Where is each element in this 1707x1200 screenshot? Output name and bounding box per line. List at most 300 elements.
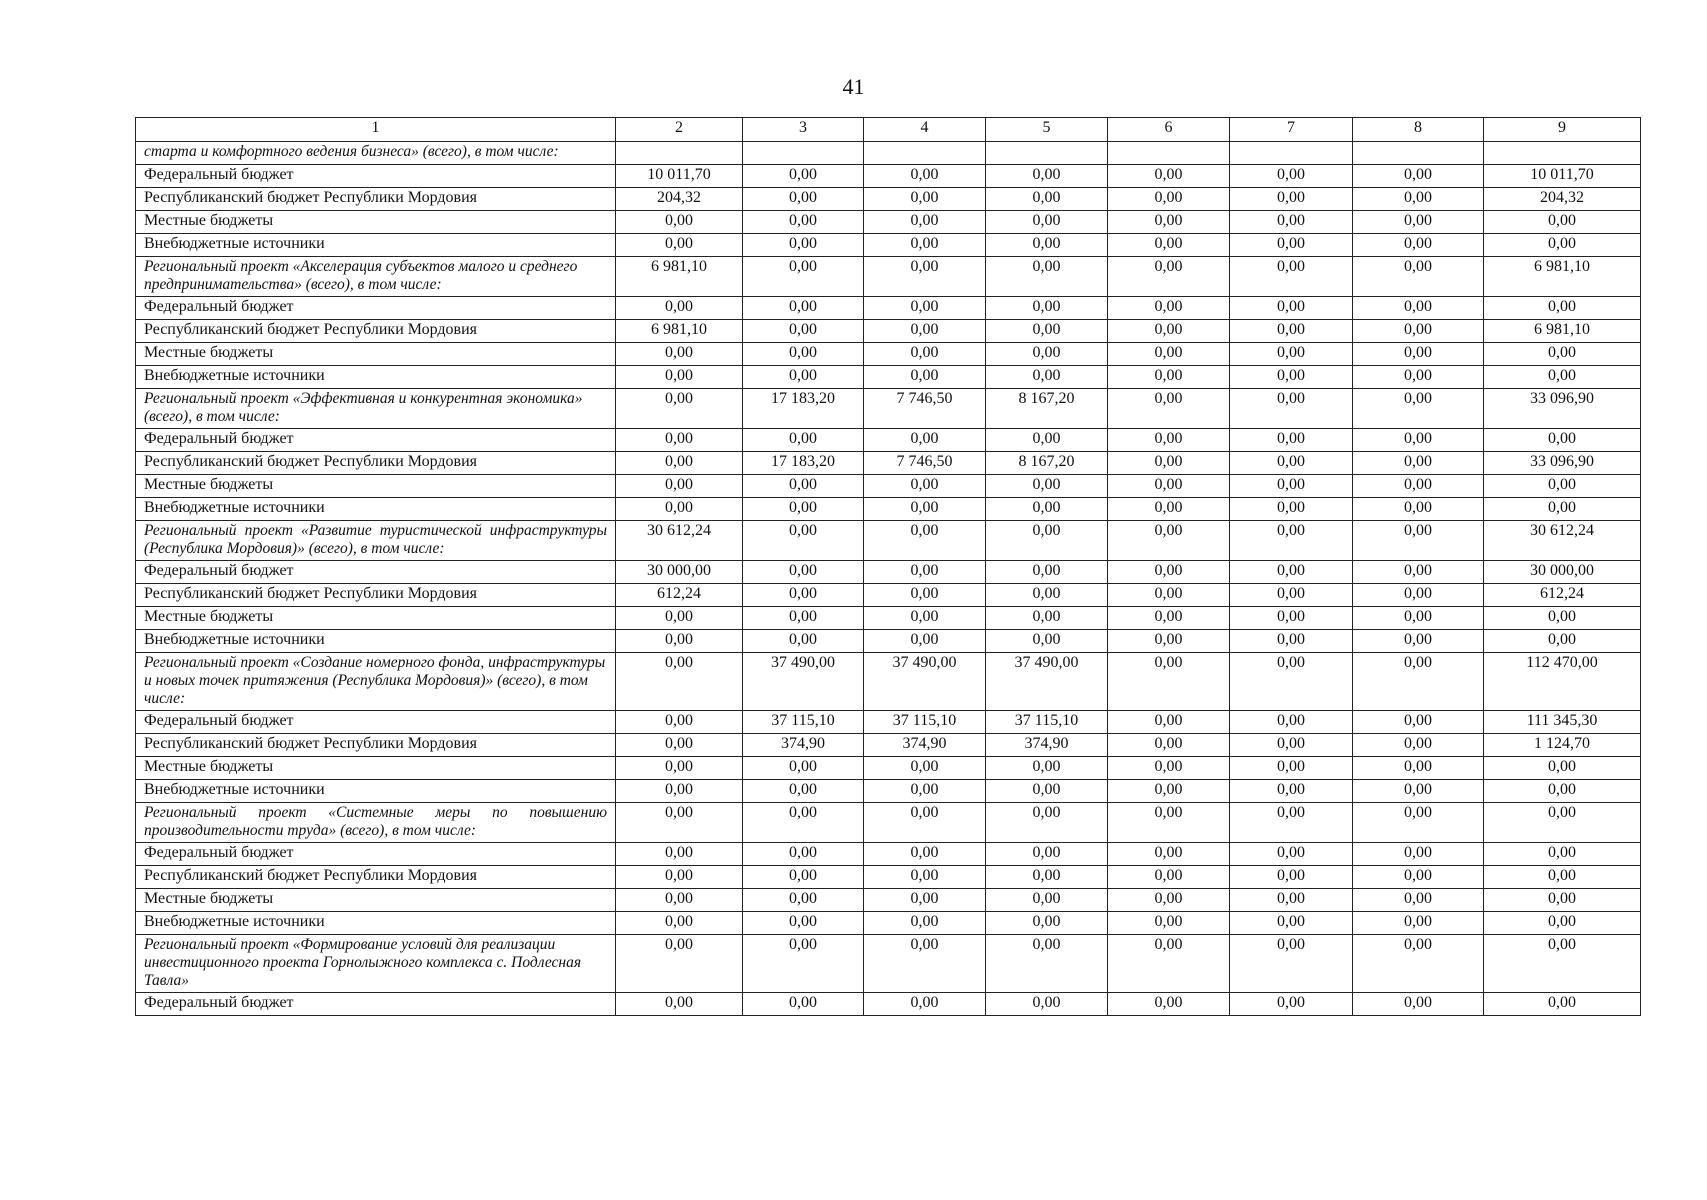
budget-line-row — [136, 452, 1641, 475]
value-cell: 0,00 — [1353, 165, 1484, 188]
value-cell: 10 011,70 — [1484, 165, 1641, 188]
value-cell: 0,00 — [1108, 234, 1230, 257]
column-header: 6 — [1108, 118, 1230, 142]
row-label: Республиканский бюджет Республики Мордовия — [136, 452, 616, 475]
value-cell: 0,00 — [616, 912, 743, 935]
column-header: 7 — [1230, 118, 1353, 142]
value-cell: 0,00 — [1108, 452, 1230, 475]
column-header: 3 — [743, 118, 864, 142]
value-cell: 0,00 — [616, 630, 743, 653]
value-cell: 0,00 — [864, 429, 986, 452]
value-cell: 0,00 — [616, 803, 743, 843]
value-cell: 0,00 — [616, 993, 743, 1016]
value-cell: 0,00 — [986, 889, 1108, 912]
column-header: 9 — [1484, 118, 1641, 142]
value-cell: 0,00 — [1108, 993, 1230, 1016]
budget-line-row — [136, 584, 1641, 607]
value-cell: 0,00 — [743, 521, 864, 561]
value-cell: 0,00 — [1230, 366, 1353, 389]
value-cell: 1 124,70 — [1484, 734, 1641, 757]
value-cell: 0,00 — [1108, 912, 1230, 935]
value-cell: 0,00 — [616, 780, 743, 803]
value-cell: 0,00 — [864, 780, 986, 803]
value-cell: 0,00 — [1108, 561, 1230, 584]
value-cell: 17 183,20 — [743, 389, 864, 429]
value-cell: 0,00 — [616, 734, 743, 757]
value-cell: 0,00 — [616, 475, 743, 498]
value-cell — [1484, 142, 1641, 165]
value-cell: 0,00 — [743, 889, 864, 912]
row-label: Федеральный бюджет — [136, 561, 616, 584]
value-cell: 0,00 — [1484, 780, 1641, 803]
budget-line-row — [136, 734, 1641, 757]
value-cell: 0,00 — [743, 429, 864, 452]
value-cell: 0,00 — [743, 630, 864, 653]
value-cell: 111 345,30 — [1484, 711, 1641, 734]
value-cell: 0,00 — [986, 993, 1108, 1016]
value-cell: 0,00 — [986, 165, 1108, 188]
value-cell: 0,00 — [1230, 757, 1353, 780]
value-cell: 0,00 — [743, 561, 864, 584]
value-cell: 0,00 — [1108, 211, 1230, 234]
row-label: старта и комфортного ведения бизнеса» (всего), в том числе: — [136, 142, 616, 165]
value-cell: 0,00 — [1230, 211, 1353, 234]
value-cell: 0,00 — [616, 889, 743, 912]
value-cell: 0,00 — [986, 757, 1108, 780]
value-cell: 0,00 — [1108, 780, 1230, 803]
value-cell — [1353, 142, 1484, 165]
value-cell: 0,00 — [1230, 561, 1353, 584]
value-cell: 0,00 — [986, 630, 1108, 653]
row-label: Внебюджетные источники — [136, 366, 616, 389]
budget-line-row — [136, 912, 1641, 935]
value-cell: 0,00 — [616, 498, 743, 521]
value-cell: 612,24 — [616, 584, 743, 607]
value-cell: 374,90 — [864, 734, 986, 757]
value-cell: 0,00 — [743, 935, 864, 993]
value-cell: 0,00 — [743, 912, 864, 935]
value-cell: 0,00 — [986, 912, 1108, 935]
value-cell: 0,00 — [1230, 389, 1353, 429]
value-cell: 0,00 — [864, 521, 986, 561]
value-cell: 612,24 — [1484, 584, 1641, 607]
value-cell: 0,00 — [1230, 584, 1353, 607]
value-cell: 0,00 — [986, 521, 1108, 561]
value-cell: 0,00 — [1230, 889, 1353, 912]
value-cell: 0,00 — [1230, 866, 1353, 889]
value-cell: 0,00 — [1353, 343, 1484, 366]
value-cell: 6 981,10 — [616, 320, 743, 343]
value-cell: 6 981,10 — [1484, 257, 1641, 297]
value-cell: 0,00 — [986, 429, 1108, 452]
value-cell: 0,00 — [1484, 366, 1641, 389]
value-cell: 0,00 — [864, 607, 986, 630]
value-cell: 0,00 — [1353, 234, 1484, 257]
row-label: Федеральный бюджет — [136, 165, 616, 188]
budget-line-row — [136, 561, 1641, 584]
value-cell: 0,00 — [864, 257, 986, 297]
value-cell: 8 167,20 — [986, 452, 1108, 475]
value-cell: 0,00 — [743, 297, 864, 320]
value-cell: 0,00 — [743, 257, 864, 297]
value-cell: 0,00 — [743, 366, 864, 389]
value-cell: 0,00 — [1353, 866, 1484, 889]
value-cell: 0,00 — [616, 366, 743, 389]
value-cell: 0,00 — [1484, 843, 1641, 866]
value-cell: 0,00 — [743, 343, 864, 366]
value-cell: 0,00 — [1353, 452, 1484, 475]
value-cell: 0,00 — [1353, 211, 1484, 234]
value-cell: 0,00 — [616, 607, 743, 630]
value-cell: 30 000,00 — [616, 561, 743, 584]
value-cell: 0,00 — [864, 889, 986, 912]
value-cell: 0,00 — [1230, 452, 1353, 475]
value-cell: 6 981,10 — [616, 257, 743, 297]
row-label: Республиканский бюджет Республики Мордовия — [136, 188, 616, 211]
value-cell: 0,00 — [986, 320, 1108, 343]
value-cell: 0,00 — [1484, 993, 1641, 1016]
row-label: Республиканский бюджет Республики Мордовия — [136, 866, 616, 889]
value-cell — [1230, 142, 1353, 165]
value-cell: 0,00 — [1353, 475, 1484, 498]
value-cell: 0,00 — [743, 843, 864, 866]
value-cell: 0,00 — [616, 711, 743, 734]
budget-line-row — [136, 498, 1641, 521]
value-cell: 0,00 — [1230, 711, 1353, 734]
value-cell: 0,00 — [743, 188, 864, 211]
value-cell: 37 490,00 — [986, 653, 1108, 711]
value-cell: 0,00 — [616, 211, 743, 234]
value-cell: 0,00 — [986, 234, 1108, 257]
value-cell: 0,00 — [864, 343, 986, 366]
project-row — [136, 257, 1641, 297]
value-cell: 0,00 — [1230, 257, 1353, 297]
value-cell: 0,00 — [743, 780, 864, 803]
value-cell: 0,00 — [1353, 993, 1484, 1016]
value-cell: 0,00 — [1484, 429, 1641, 452]
value-cell: 30 612,24 — [616, 521, 743, 561]
value-cell: 0,00 — [743, 993, 864, 1016]
value-cell: 0,00 — [1108, 475, 1230, 498]
budget-line-row — [136, 343, 1641, 366]
value-cell: 0,00 — [1230, 343, 1353, 366]
value-cell: 37 490,00 — [743, 653, 864, 711]
row-label: Местные бюджеты — [136, 757, 616, 780]
row-label: Федеральный бюджет — [136, 711, 616, 734]
value-cell: 374,90 — [743, 734, 864, 757]
value-cell: 37 115,10 — [864, 711, 986, 734]
row-label: Внебюджетные источники — [136, 780, 616, 803]
value-cell: 0,00 — [1108, 366, 1230, 389]
project-row — [136, 653, 1641, 711]
value-cell: 0,00 — [616, 429, 743, 452]
value-cell: 0,00 — [864, 866, 986, 889]
value-cell: 0,00 — [743, 320, 864, 343]
value-cell: 0,00 — [986, 584, 1108, 607]
budget-line-row — [136, 607, 1641, 630]
row-label: Региональный проект «Создание номерного фонда, инфраструктуры и новых точек притяжения (Республика Мордовия)» (всего), в том числе: — [136, 653, 616, 711]
value-cell: 112 470,00 — [1484, 653, 1641, 711]
value-cell: 33 096,90 — [1484, 389, 1641, 429]
value-cell: 0,00 — [1230, 234, 1353, 257]
value-cell: 0,00 — [864, 561, 986, 584]
value-cell: 8 167,20 — [986, 389, 1108, 429]
column-header: 2 — [616, 118, 743, 142]
value-cell: 0,00 — [1108, 188, 1230, 211]
row-label: Местные бюджеты — [136, 607, 616, 630]
column-header: 4 — [864, 118, 986, 142]
value-cell: 0,00 — [743, 475, 864, 498]
row-label: Внебюджетные источники — [136, 234, 616, 257]
value-cell: 0,00 — [986, 561, 1108, 584]
value-cell: 0,00 — [1230, 803, 1353, 843]
value-cell: 7 746,50 — [864, 389, 986, 429]
row-label: Республиканский бюджет Республики Мордовия — [136, 734, 616, 757]
value-cell: 0,00 — [1108, 843, 1230, 866]
value-cell: 0,00 — [616, 653, 743, 711]
value-cell: 0,00 — [1484, 343, 1641, 366]
row-label: Федеральный бюджет — [136, 843, 616, 866]
project-row — [136, 389, 1641, 429]
value-cell: 0,00 — [864, 165, 986, 188]
value-cell: 0,00 — [1108, 389, 1230, 429]
row-label: Региональный проект «Акселерация субъектов малого и среднего предпринимательства» (всего), в том числе: — [136, 257, 616, 297]
budget-line-row — [136, 711, 1641, 734]
row-label: Федеральный бюджет — [136, 297, 616, 320]
value-cell: 0,00 — [1353, 429, 1484, 452]
value-cell: 0,00 — [1353, 780, 1484, 803]
value-cell: 0,00 — [1484, 630, 1641, 653]
value-cell: 0,00 — [986, 297, 1108, 320]
value-cell: 33 096,90 — [1484, 452, 1641, 475]
value-cell: 0,00 — [864, 935, 986, 993]
value-cell: 0,00 — [1230, 498, 1353, 521]
budget-line-row — [136, 630, 1641, 653]
value-cell: 0,00 — [1353, 297, 1484, 320]
budget-line-row — [136, 366, 1641, 389]
value-cell: 0,00 — [1230, 165, 1353, 188]
value-cell: 0,00 — [864, 366, 986, 389]
row-label: Региональный проект «Формирование условий для реализации инвестиционного проекта Горнолыжного комплекса с. Подлесная Тавла» — [136, 935, 616, 993]
row-label: Местные бюджеты — [136, 889, 616, 912]
value-cell: 0,00 — [1230, 188, 1353, 211]
value-cell: 0,00 — [1353, 188, 1484, 211]
row-label: Внебюджетные источники — [136, 498, 616, 521]
budget-line-row — [136, 780, 1641, 803]
value-cell: 0,00 — [1230, 935, 1353, 993]
budget-line-row — [136, 188, 1641, 211]
row-label: Местные бюджеты — [136, 343, 616, 366]
value-cell: 0,00 — [986, 866, 1108, 889]
value-cell: 374,90 — [986, 734, 1108, 757]
value-cell — [743, 142, 864, 165]
value-cell: 0,00 — [1353, 366, 1484, 389]
row-label: Внебюджетные источники — [136, 630, 616, 653]
value-cell: 0,00 — [1353, 630, 1484, 653]
value-cell: 0,00 — [1353, 584, 1484, 607]
value-cell: 0,00 — [1353, 757, 1484, 780]
value-cell: 0,00 — [1353, 843, 1484, 866]
project-row — [136, 935, 1641, 993]
value-cell: 0,00 — [864, 320, 986, 343]
budget-line-row — [136, 234, 1641, 257]
value-cell: 0,00 — [1230, 912, 1353, 935]
value-cell: 0,00 — [1353, 889, 1484, 912]
project-row — [136, 803, 1641, 843]
value-cell: 0,00 — [743, 757, 864, 780]
value-cell: 0,00 — [1108, 343, 1230, 366]
value-cell: 7 746,50 — [864, 452, 986, 475]
row-label: Внебюджетные источники — [136, 912, 616, 935]
value-cell: 0,00 — [1484, 866, 1641, 889]
value-cell: 6 981,10 — [1484, 320, 1641, 343]
value-cell: 0,00 — [1484, 607, 1641, 630]
value-cell: 0,00 — [986, 498, 1108, 521]
value-cell: 0,00 — [1230, 780, 1353, 803]
budget-line-row — [136, 475, 1641, 498]
value-cell: 0,00 — [864, 498, 986, 521]
budget-table — [135, 117, 1641, 1016]
value-cell: 37 115,10 — [986, 711, 1108, 734]
row-label: Федеральный бюджет — [136, 993, 616, 1016]
value-cell: 0,00 — [743, 211, 864, 234]
value-cell: 0,00 — [616, 866, 743, 889]
value-cell: 0,00 — [1108, 607, 1230, 630]
row-label: Республиканский бюджет Республики Мордовия — [136, 320, 616, 343]
value-cell: 0,00 — [616, 757, 743, 780]
value-cell: 0,00 — [1108, 584, 1230, 607]
value-cell: 0,00 — [743, 234, 864, 257]
value-cell: 0,00 — [1230, 429, 1353, 452]
column-header: 8 — [1353, 118, 1484, 142]
value-cell: 0,00 — [1353, 711, 1484, 734]
budget-line-row — [136, 429, 1641, 452]
column-header: 1 — [136, 118, 616, 142]
value-cell: 0,00 — [1230, 734, 1353, 757]
value-cell: 0,00 — [864, 234, 986, 257]
value-cell: 0,00 — [1484, 475, 1641, 498]
value-cell: 0,00 — [986, 366, 1108, 389]
value-cell: 0,00 — [1108, 498, 1230, 521]
value-cell — [616, 142, 743, 165]
value-cell: 0,00 — [1108, 734, 1230, 757]
value-cell: 0,00 — [616, 452, 743, 475]
value-cell: 0,00 — [1108, 429, 1230, 452]
value-cell: 0,00 — [1108, 711, 1230, 734]
value-cell: 0,00 — [864, 584, 986, 607]
value-cell: 10 011,70 — [616, 165, 743, 188]
row-label: Республиканский бюджет Республики Мордовия — [136, 584, 616, 607]
value-cell: 0,00 — [986, 780, 1108, 803]
value-cell — [1108, 142, 1230, 165]
value-cell: 0,00 — [986, 475, 1108, 498]
value-cell: 0,00 — [1484, 757, 1641, 780]
value-cell: 0,00 — [1230, 475, 1353, 498]
value-cell: 0,00 — [1108, 521, 1230, 561]
value-cell: 0,00 — [1108, 757, 1230, 780]
value-cell: 0,00 — [1353, 498, 1484, 521]
budget-line-row — [136, 843, 1641, 866]
value-cell: 0,00 — [1108, 320, 1230, 343]
value-cell: 0,00 — [743, 803, 864, 843]
row-label: Местные бюджеты — [136, 211, 616, 234]
value-cell: 0,00 — [1484, 297, 1641, 320]
value-cell: 0,00 — [986, 188, 1108, 211]
value-cell: 0,00 — [1230, 607, 1353, 630]
row-label: Региональный проект «Развитие туристической инфраструктуры (Республика Мордовия)» (всего), в том числе: — [136, 521, 616, 561]
value-cell: 0,00 — [616, 234, 743, 257]
value-cell: 0,00 — [1353, 653, 1484, 711]
value-cell: 0,00 — [864, 630, 986, 653]
value-cell: 0,00 — [1230, 653, 1353, 711]
value-cell: 30 000,00 — [1484, 561, 1641, 584]
value-cell: 30 612,24 — [1484, 521, 1641, 561]
value-cell: 0,00 — [864, 993, 986, 1016]
project-row — [136, 521, 1641, 561]
value-cell: 0,00 — [1230, 320, 1353, 343]
value-cell: 0,00 — [864, 188, 986, 211]
value-cell: 0,00 — [1108, 165, 1230, 188]
budget-line-row — [136, 165, 1641, 188]
value-cell: 0,00 — [616, 297, 743, 320]
budget-line-row — [136, 757, 1641, 780]
value-cell: 0,00 — [986, 257, 1108, 297]
value-cell: 0,00 — [864, 843, 986, 866]
budget-line-row — [136, 889, 1641, 912]
value-cell: 0,00 — [1108, 257, 1230, 297]
value-cell — [986, 142, 1108, 165]
row-label: Региональный проект «Системные меры по повышению производительности труда» (всего), в том числе: — [136, 803, 616, 843]
budget-line-row — [136, 297, 1641, 320]
value-cell: 0,00 — [1353, 912, 1484, 935]
header-row — [136, 118, 1641, 142]
value-cell: 0,00 — [743, 607, 864, 630]
row-label: Местные бюджеты — [136, 475, 616, 498]
value-cell: 0,00 — [1108, 630, 1230, 653]
value-cell: 0,00 — [1108, 653, 1230, 711]
value-cell: 0,00 — [986, 935, 1108, 993]
value-cell: 0,00 — [864, 757, 986, 780]
value-cell: 0,00 — [1484, 912, 1641, 935]
value-cell: 0,00 — [1484, 211, 1641, 234]
value-cell — [864, 142, 986, 165]
value-cell: 0,00 — [986, 803, 1108, 843]
value-cell: 0,00 — [1484, 889, 1641, 912]
value-cell: 0,00 — [986, 607, 1108, 630]
value-cell: 0,00 — [864, 912, 986, 935]
budget-line-row — [136, 993, 1641, 1016]
value-cell: 0,00 — [864, 211, 986, 234]
value-cell: 0,00 — [986, 211, 1108, 234]
value-cell: 0,00 — [1484, 935, 1641, 993]
value-cell: 0,00 — [1108, 935, 1230, 993]
value-cell: 0,00 — [1108, 297, 1230, 320]
value-cell: 17 183,20 — [743, 452, 864, 475]
value-cell: 0,00 — [616, 389, 743, 429]
value-cell: 0,00 — [1353, 935, 1484, 993]
value-cell: 0,00 — [616, 843, 743, 866]
value-cell: 0,00 — [1353, 803, 1484, 843]
value-cell: 0,00 — [1108, 803, 1230, 843]
value-cell: 0,00 — [1353, 521, 1484, 561]
value-cell: 37 490,00 — [864, 653, 986, 711]
value-cell: 0,00 — [1353, 734, 1484, 757]
value-cell: 0,00 — [986, 843, 1108, 866]
row-label: Региональный проект «Эффективная и конкурентная экономика» (всего), в том числе: — [136, 389, 616, 429]
value-cell: 0,00 — [616, 343, 743, 366]
value-cell: 204,32 — [1484, 188, 1641, 211]
value-cell: 0,00 — [1108, 889, 1230, 912]
